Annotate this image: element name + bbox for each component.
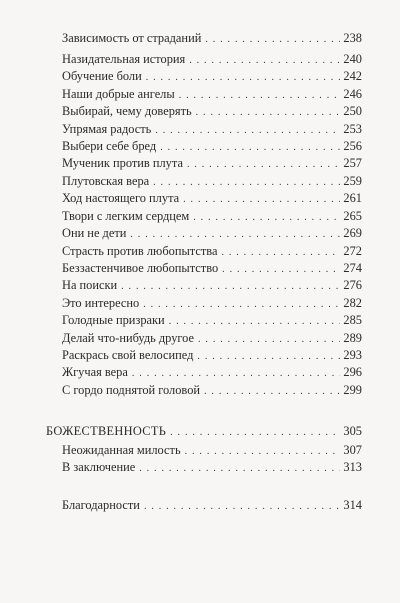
toc-acknowledgements-page: 314 [343,498,362,512]
toc-entry-page: 250 [343,104,362,118]
toc-entry [62,312,362,329]
dot-leader [139,460,340,477]
dot-leader [222,261,340,278]
toc-entry-page: 313 [343,460,362,474]
toc-entry [62,155,362,172]
toc-entry-page: 259 [343,174,362,188]
toc-entry-page: 282 [343,296,362,310]
toc-acknowledgements [62,497,362,514]
toc-entry-page: 242 [343,69,362,83]
toc-entry [62,442,362,459]
toc-entry-title: Плутовская вера [62,174,150,188]
toc-entry-page: 269 [343,226,362,240]
dot-leader [187,156,340,173]
toc-entry-page: 246 [343,87,362,101]
toc-entry [62,347,362,364]
toc-entry [62,208,362,225]
toc-entry [62,260,362,277]
toc-entry-title: В заключение [62,460,136,474]
toc-entry-page: 240 [343,52,362,66]
toc-entry-page: 265 [343,209,362,223]
dot-leader [196,104,341,121]
toc-entry-title: Страсть против любопытства [62,244,218,258]
dot-leader [198,331,340,348]
toc-entry-page: 256 [343,139,362,153]
toc-entry-title: Раскрась свой велосипед [62,348,194,362]
toc-entry-title: Жгучая вера [62,365,128,379]
toc-entry-title: Выбирай, чему доверять [62,104,192,118]
toc-acknowledgements-title: Благодарности [62,498,140,512]
toc-entry-title: Выбери себе бред [62,139,157,153]
toc-entry-title: Упрямая радость [62,122,152,136]
toc-entry-page: 238 [343,31,362,45]
dot-leader [193,209,340,226]
toc-entry-title: Назидательная история [62,52,186,66]
dot-leader [221,244,340,261]
dot-leader [132,365,341,382]
toc-entry-page: 274 [343,261,362,275]
toc-entry [62,103,362,120]
dot-leader [160,139,340,156]
toc-entry-title: Наши добрые ангелы [62,87,175,101]
toc-entry [62,459,362,476]
dot-leader [146,69,341,86]
dot-leader [179,87,341,104]
dot-leader [121,278,340,295]
toc-entry-page: 276 [343,278,362,292]
toc-entry [62,138,362,155]
toc-entry [62,173,362,190]
toc-entry [62,86,362,103]
toc-entry [62,382,362,399]
toc-entry-page: 296 [343,365,362,379]
toc-entry [62,121,362,138]
toc-entry-title: Зависимость от страданий [62,31,202,45]
toc-entry [62,190,362,207]
toc-entry [62,364,362,381]
dot-leader [169,313,341,330]
toc-section-page: 305 [343,424,362,438]
toc-entry-page: 289 [343,331,362,345]
dot-leader [183,191,340,208]
dot-leader [204,383,340,400]
dot-leader [143,296,340,313]
toc-entry-title: Они не дети [62,226,127,240]
toc-entry-page: 257 [343,156,362,170]
toc-entry [62,68,362,85]
toc-entry-page: 272 [343,244,362,258]
toc-entry [62,30,362,47]
toc-entry-page: 293 [343,348,362,362]
toc-section [46,423,362,440]
toc-entry-page: 261 [343,191,362,205]
toc-entry [62,225,362,242]
dot-leader [189,52,340,69]
toc-entry-title: Неожиданная милость [62,443,181,457]
toc-entry-page: 253 [343,122,362,136]
toc-entry-page: 299 [343,383,362,397]
toc-entry-title: С гордо поднятой головой [62,383,201,397]
dot-leader [185,443,341,460]
toc-entry [62,277,362,294]
toc-entry-title: На поиски [62,278,118,292]
toc-entry-title: Делай что-нибудь другое [62,331,195,345]
toc-entry-title: Это интересно [62,296,140,310]
toc-section-title: БОЖЕСТВЕННОСТЬ [46,424,167,438]
dot-leader [130,226,340,243]
toc-entry [62,243,362,260]
dot-leader [144,498,340,515]
toc-entry [62,51,362,68]
dot-leader [155,122,340,139]
toc-entry-title: Твори с легким сердцем [62,209,190,223]
toc-entry-title: Голодные призраки [62,313,165,327]
toc-entry [62,330,362,347]
dot-leader [197,348,340,365]
toc-entry-title: Обучение боли [62,69,142,83]
toc-entry-title: Беззастенчивое любопытство [62,261,219,275]
toc-entry-title: Мученик против плута [62,156,183,170]
toc-entry-page: 285 [343,313,362,327]
dot-leader [170,424,340,441]
dot-leader [153,174,340,191]
toc-entry [62,295,362,312]
toc-entry-page: 307 [343,443,362,457]
dot-leader [205,31,340,48]
toc-entry-title: Ход настоящего плута [62,191,180,205]
